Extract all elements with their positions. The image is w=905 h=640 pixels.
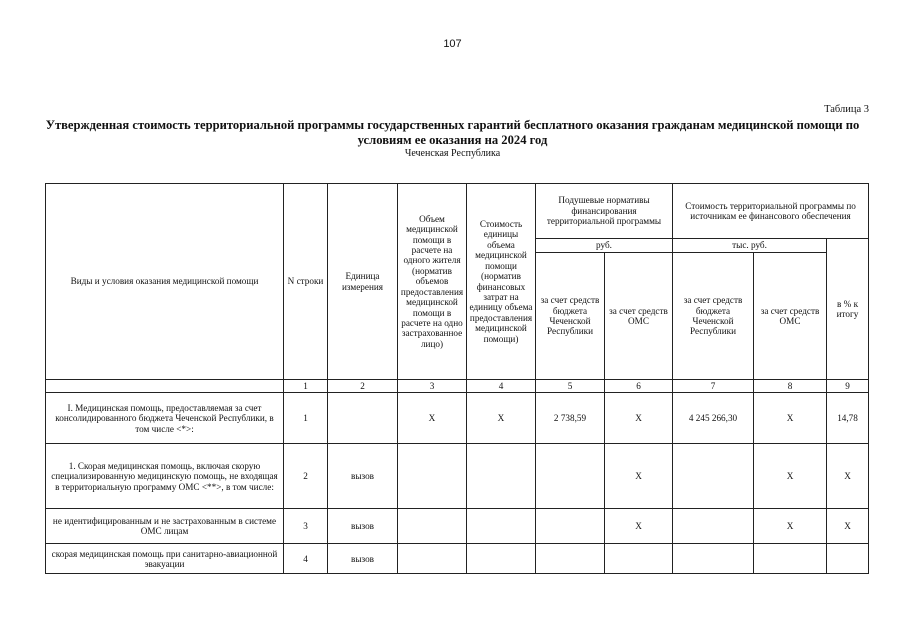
row-unit — [328, 393, 398, 444]
document-title: Утвержденная стоимость территориальной программы государственных гарантий бесплатного оказания гражданам медицинской помощи по условиям ее оказания на 2024 год — [45, 118, 860, 147]
row-budget-2 — [673, 509, 754, 544]
header-oms: за счет средств ОМС — [605, 253, 673, 380]
row-volume: Х — [398, 393, 467, 444]
column-number: 5 — [536, 380, 605, 393]
row-cost — [467, 544, 536, 574]
column-number: 8 — [754, 380, 827, 393]
row-cost — [467, 444, 536, 509]
row-number: 3 — [284, 509, 328, 544]
row-cost: Х — [467, 393, 536, 444]
row-name: I. Медицинская помощь, предоставляемая за счет консолидированного бюджета Чеченской Республики, в том числе <*>: — [46, 393, 284, 444]
row-oms: Х — [605, 509, 673, 544]
row-name: не идентифицированным и не застрахованным в системе ОМС лицам — [46, 509, 284, 544]
header-unit-thousand-rub: тыс. руб. — [673, 239, 827, 253]
row-unit: вызов — [328, 444, 398, 509]
table-row — [46, 509, 869, 544]
column-number: 1 — [284, 380, 328, 393]
row-budget — [536, 509, 605, 544]
table-row — [46, 444, 869, 509]
column-number: 9 — [827, 380, 869, 393]
row-percent — [827, 544, 869, 574]
row-oms: Х — [605, 444, 673, 509]
header-kind: Виды и условия оказания медицинской помощи — [46, 184, 284, 380]
column-number-row — [46, 380, 869, 393]
row-number: 4 — [284, 544, 328, 574]
row-budget: 2 738,59 — [536, 393, 605, 444]
row-percent: Х — [827, 509, 869, 544]
region-name: Чеченская Республика — [404, 148, 501, 159]
row-oms-2 — [754, 544, 827, 574]
cost-table — [45, 183, 869, 574]
header-oms-2: за счет средств ОМС — [754, 253, 827, 380]
row-budget — [536, 444, 605, 509]
header-group-per-capita: Подушевые нормативы финансирования территориальной программы — [536, 184, 673, 239]
row-unit: вызов — [328, 544, 398, 574]
row-budget-2: 4 245 266,30 — [673, 393, 754, 444]
row-budget-2 — [673, 544, 754, 574]
table-row — [46, 544, 869, 574]
column-number — [46, 380, 284, 393]
table-label: Таблица 3 — [824, 104, 869, 115]
row-oms-2: Х — [754, 393, 827, 444]
header-row-no: N строки — [284, 184, 328, 380]
row-oms-2: Х — [754, 509, 827, 544]
column-number: 4 — [467, 380, 536, 393]
header-percent: в % к итогу — [827, 239, 869, 380]
row-oms-2: Х — [754, 444, 827, 509]
row-percent: 14,78 — [827, 393, 869, 444]
row-budget — [536, 544, 605, 574]
row-volume — [398, 544, 467, 574]
row-volume — [398, 444, 467, 509]
header-unit-rub: руб. — [536, 239, 673, 253]
row-number: 1 — [284, 393, 328, 444]
row-percent: Х — [827, 444, 869, 509]
page-number: 107 — [443, 38, 462, 50]
row-name: 1. Скорая медицинская помощь, включая скорую специализированную медицинскую помощь, не входящая в территориальную программу ОМС <**>, в том числе: — [46, 444, 284, 509]
column-number: 6 — [605, 380, 673, 393]
header-budget-2: за счет средств бюджета Чеченской Республики — [673, 253, 754, 380]
header-group-cost: Стоимость территориальной программы по источникам ее финансового обеспечения — [673, 184, 869, 239]
row-unit: вызов — [328, 509, 398, 544]
header-budget: за счет средств бюджета Чеченской Республики — [536, 253, 605, 380]
header-row-1 — [46, 184, 869, 239]
header-cost: Стоимость единицы объема медицинской помощи (норматив финансовых затрат на единицу объема предоставления медицинской помощи) — [467, 184, 536, 380]
header-unit: Единица измерения — [328, 184, 398, 380]
row-volume — [398, 509, 467, 544]
column-number: 3 — [398, 380, 467, 393]
column-number: 7 — [673, 380, 754, 393]
table-row — [46, 393, 869, 444]
row-number: 2 — [284, 444, 328, 509]
header-volume: Объем медицинской помощи в расчете на одного жителя (норматив объемов предоставления медицинской помощи в расчете на одно застрахованное лицо) — [398, 184, 467, 380]
row-cost — [467, 509, 536, 544]
column-number: 2 — [328, 380, 398, 393]
row-oms: Х — [605, 393, 673, 444]
row-oms — [605, 544, 673, 574]
row-name: скорая медицинская помощь при санитарно-авиационной эвакуации — [46, 544, 284, 574]
row-budget-2 — [673, 444, 754, 509]
